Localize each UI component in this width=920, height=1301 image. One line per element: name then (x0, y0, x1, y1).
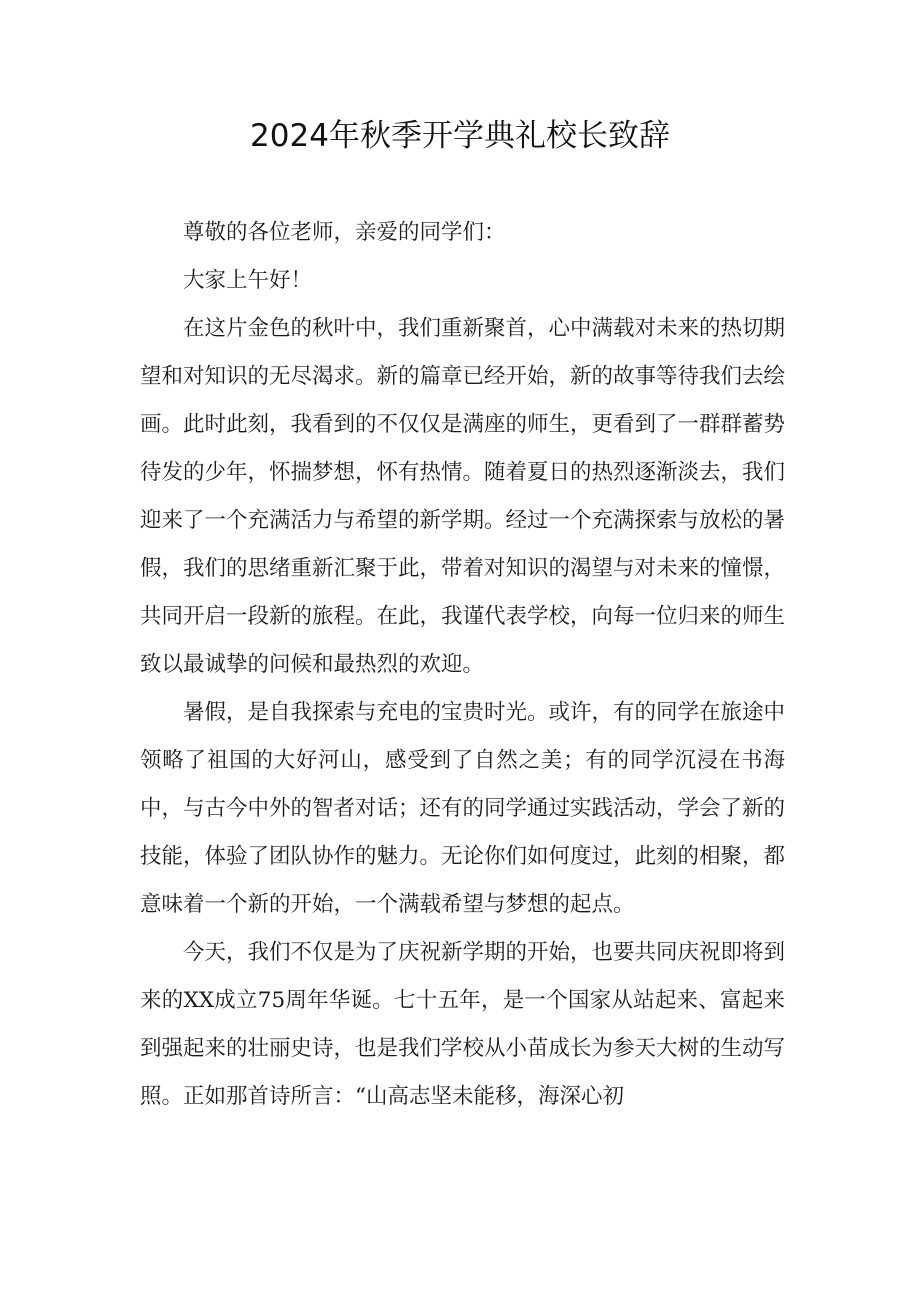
salutation-line: 尊敬的各位老师，亲爱的同学们： (183, 220, 506, 245)
paragraph-2: 暑假，是自我探索与充电的宝贵时光。或许，有的同学在旅途中领略了祖国的大好河山，感受到了自然之美；有的同学沉浸在书海中，与古今中外的智者对话；还有的同学通过实践活动，学会了新的技能，体验了团队协作的魅力。无论你们如何度过，此刻的相聚，都意味着一个新的开始，一个满载希望与梦想的起点。 (140, 700, 786, 917)
paragraph-1: 在这片金色的秋叶中，我们重新聚首，心中满载对未来的热切期望和对知识的无尽渴求。新的篇章已经开始，新的故事等待我们去绘画。此时此刻，我看到的不仅仅是满座的师生，更看到了一群群蓄势待发的少年，怀揣梦想，怀有热情。随着夏日的热烈逐渐淡去，我们迎来了一个充满活力与希望的新学期。经过一个充满探索与放松的暑假，我们的思绪重新汇聚于此，带着对知识的渴望与对未来的憧憬，共同开启一段新的旅程。在此，我谨代表学校，向每一位归来的师生致以最诚挚的问候和最热烈的欢迎。 (140, 316, 786, 677)
document-body (140, 209, 785, 1121)
document-title: 2024年秋季开学典礼校长致辞 (250, 118, 670, 154)
paragraph-3: 今天，我们不仅是为了庆祝新学期的开始，也要共同庆祝即将到来的XX成立75周年华诞。七十五年，是一个国家从站起来、富起来到强起来的壮丽史诗，也是我们学校从小苗成长为参天大树的生动写照。正如那首诗所言：“山高志坚未能移，海深心初 (140, 940, 786, 1109)
greeting-line: 大家上午好！ (183, 268, 313, 293)
